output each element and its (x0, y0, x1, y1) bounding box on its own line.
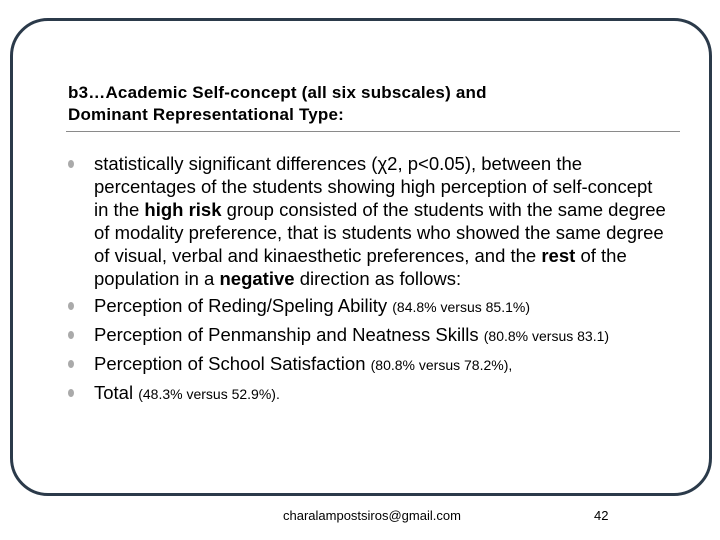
bullet-1-text-d: direction as follows: (294, 268, 462, 289)
footer-email: charalampostsiros@gmail.com (283, 508, 461, 523)
title-line-1: b3…Academic Self-concept (all six subscales) and (68, 83, 487, 102)
slide-number: 42 (594, 508, 609, 523)
bullet-1-text-b: group consisted of the students with the same degree of modality preference, that is students who showed the same degree of visual, verbal and kinaesthetic preferences, and the (94, 199, 666, 266)
bullet-item-2 (66, 294, 666, 319)
bullet-3-text: Perception of Penmanship and Neatness Skills (94, 324, 484, 345)
bullet-dot-icon (68, 302, 74, 310)
bullet-1-bold-a: high risk (144, 199, 222, 220)
title-divider (66, 131, 680, 132)
bullet-4-text: Perception of School Satisfaction (94, 353, 371, 374)
bullet-5-note: (48.3% versus 52.9%). (138, 386, 280, 402)
bullet-item-5 (66, 381, 666, 406)
bullet-item-4 (66, 352, 666, 377)
slide-title (68, 82, 668, 126)
bullet-item-3 (66, 323, 666, 348)
bullet-4-note: (80.8% versus 78.2%), (370, 357, 513, 373)
bullet-list (66, 152, 666, 406)
title-line-2: Dominant Representational Type: (68, 105, 345, 124)
bullet-1-text-a: statistically significant differences (χ2, p<0.05), between the percentages of the students showing high perception of self-concept in the (94, 153, 653, 220)
bullet-dot-icon (68, 389, 74, 397)
bullet-2-note: (84.8% versus 85.1%) (392, 299, 530, 315)
bullet-5-text: Total (94, 382, 139, 403)
bullet-1-bold-c: negative (219, 268, 295, 289)
bullet-1-text-c: of the population in a (94, 245, 627, 289)
bullet-dot-icon (68, 360, 74, 368)
bullet-item-1 (66, 152, 666, 290)
bullet-1-bold-b: rest (541, 245, 576, 266)
bullet-dot-icon (68, 331, 74, 339)
bullet-dot-icon (68, 160, 74, 168)
bullet-3-note: (80.8% versus 83.1) (483, 328, 610, 344)
bullet-2-text: Perception of Reding/Speling Ability (94, 295, 393, 316)
